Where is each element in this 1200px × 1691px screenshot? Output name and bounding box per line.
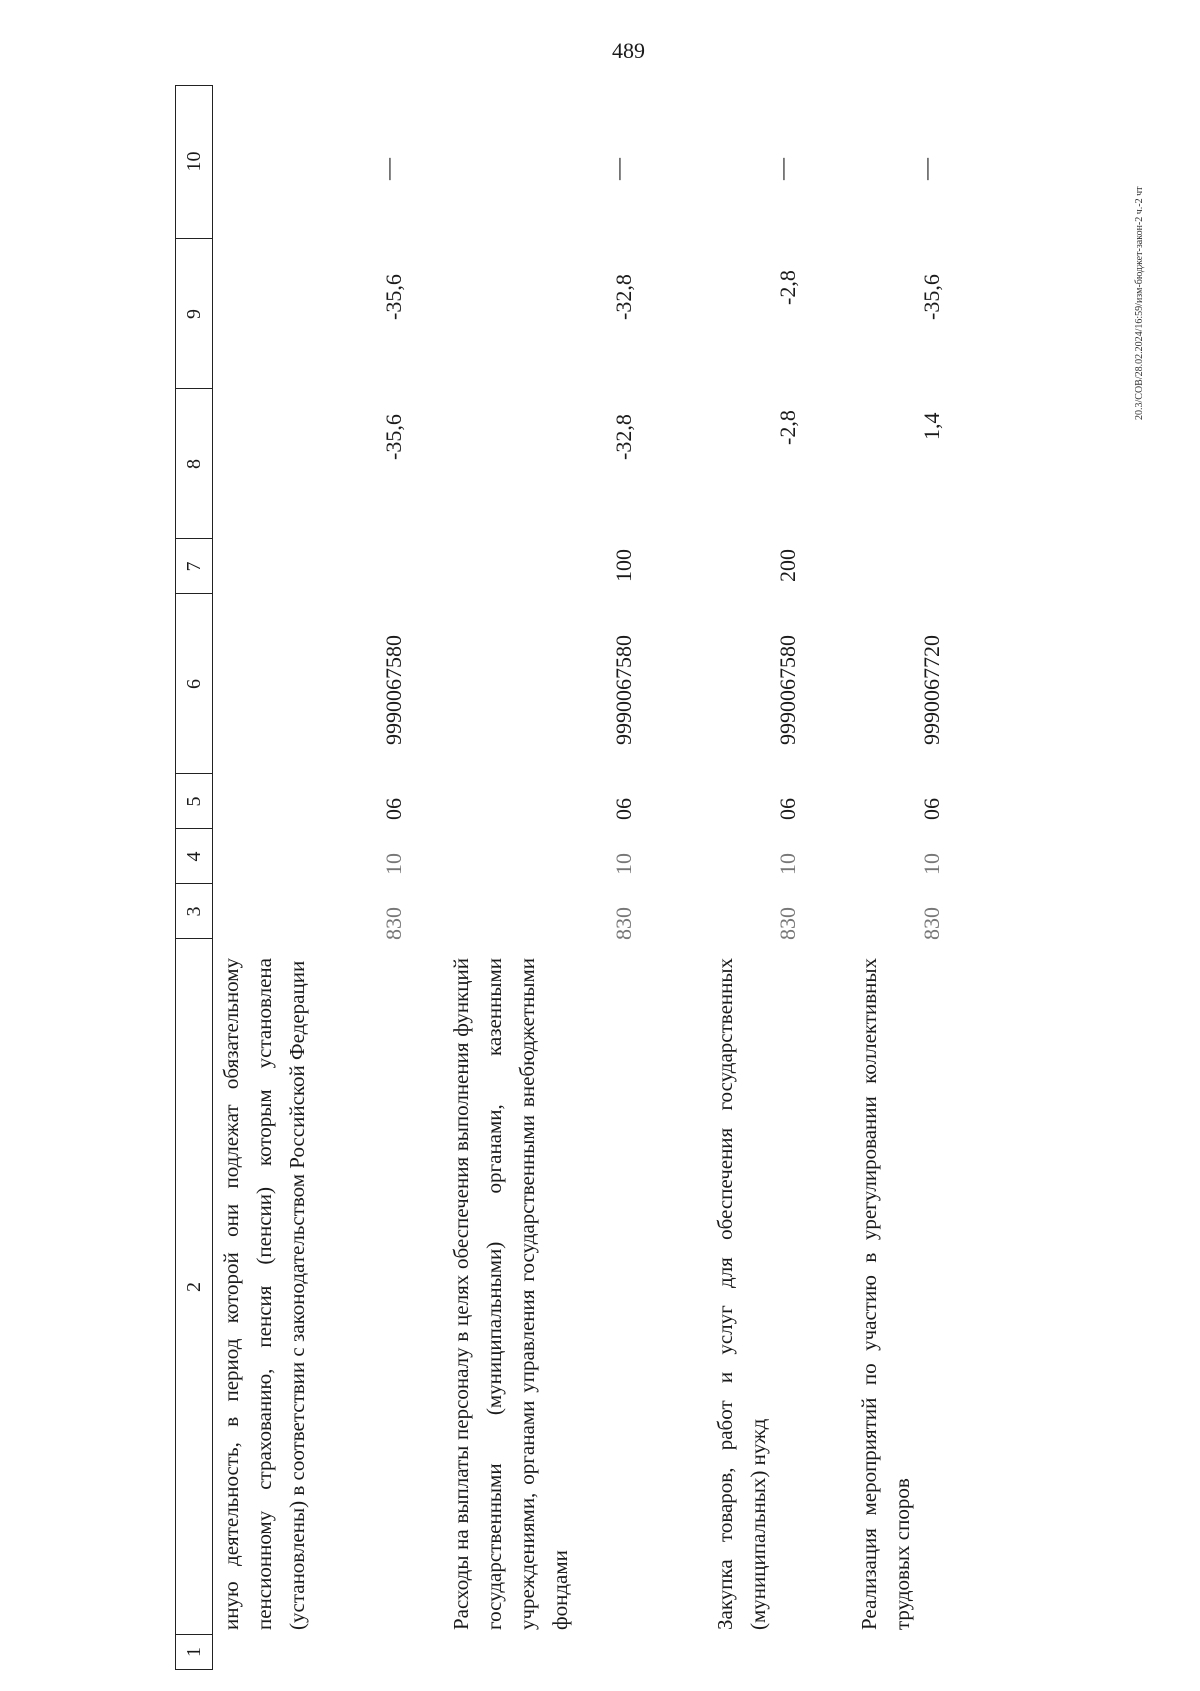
footer-document-code: 20.3/СОВ/28.02.2024/16:59/изм-бюджет-закон-2 ч.-2 чт — [1134, 186, 1145, 420]
cell-col10: — — [375, 158, 400, 180]
cell-rz: 10 — [919, 853, 944, 875]
page-number: 489 — [612, 38, 645, 63]
cell-col10: — — [913, 158, 938, 180]
row-name: Закупка товаров, работ и услуг для обеспечения государственных (муниципальных) нужд — [713, 958, 770, 1630]
table-row — [853, 85, 955, 1670]
cell-pr: 06 — [775, 798, 800, 820]
budget-table — [175, 85, 1200, 1670]
cell-col8: -32,8 — [611, 414, 636, 460]
cell-ved: 830 — [919, 907, 944, 940]
header-col-10: 10 — [182, 151, 205, 172]
cell-col9: -32,8 — [611, 274, 636, 320]
cell-vr: 100 — [611, 549, 636, 582]
cell-csr: 9990067580 — [611, 635, 636, 745]
cell-col8: -35,6 — [381, 414, 406, 460]
row-name: Реализация мероприятий по участию в урегулировании коллективных трудовых споров — [857, 958, 914, 1630]
cell-ved: 830 — [775, 907, 800, 940]
table-row — [445, 85, 645, 1670]
cell-ved: 830 — [611, 907, 636, 940]
table-row — [709, 85, 811, 1670]
cell-col9: -35,6 — [919, 274, 944, 320]
cell-rz: 10 — [611, 853, 636, 875]
row-name: Расходы на выплаты персоналу в целях обеспечения выполнения функций государственными (муниципальными) органами, казенными учреждениями, органами управления государственными внебюджетными фондами — [449, 958, 572, 1630]
cell-col8: 1,4 — [919, 412, 944, 440]
header-col-9: 9 — [182, 309, 205, 319]
header-col-5: 5 — [182, 796, 205, 807]
table-row — [215, 85, 415, 1670]
header-col-8: 8 — [182, 459, 205, 469]
cell-csr: 9990067580 — [775, 635, 800, 745]
cell-col10: — — [605, 158, 630, 180]
cell-col8: -2,8 — [775, 410, 800, 445]
cell-csr: 9990067580 — [381, 635, 406, 745]
header-col-3: 3 — [182, 906, 205, 917]
header-col-7: 7 — [182, 561, 205, 572]
cell-col9: -35,6 — [381, 274, 406, 320]
cell-vr: 200 — [775, 549, 800, 582]
cell-pr: 06 — [919, 798, 944, 820]
header-col-1: 1 — [182, 1647, 205, 1657]
cell-ved: 830 — [381, 907, 406, 940]
cell-rz: 10 — [775, 853, 800, 875]
cell-csr: 9990067720 — [919, 635, 944, 745]
header-col-2: 2 — [182, 1282, 205, 1292]
cell-pr: 06 — [381, 798, 406, 820]
cell-rz: 10 — [381, 853, 406, 875]
row-name: иную деятельность, в период которой они подлежат обязательному пенсионному страхованию, пенсия (пенсии) которым установлена (установлены) в соответствии с законодательством Российской Федерации — [219, 958, 309, 1630]
cell-col10: — — [769, 158, 794, 180]
table-header — [175, 85, 213, 1670]
cell-pr: 06 — [611, 798, 636, 820]
cell-col9: -2,8 — [775, 270, 800, 305]
header-col-6: 6 — [182, 679, 205, 689]
header-col-4: 4 — [182, 851, 205, 862]
